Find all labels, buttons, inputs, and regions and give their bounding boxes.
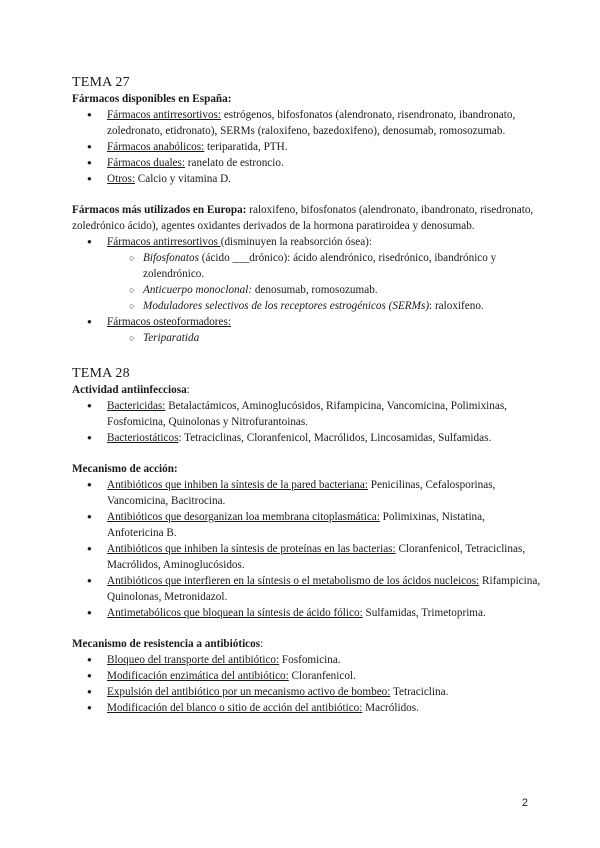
item-label: Fármacos duales: (107, 157, 185, 169)
list-item (72, 314, 542, 346)
osteoformadores-sublist (72, 330, 542, 346)
item-label: Antimetabólicos que bloquean la síntesis de ácido fólico: (107, 607, 363, 619)
actividad-list (72, 398, 542, 446)
sub-text: (ácido ___drónico): ácido alendrónico, risedrónico, ibandrónico y zolendrónico. (143, 252, 497, 280)
resistencia-heading-line (72, 636, 542, 652)
item-label: Fármacos anabólicos: (107, 141, 205, 153)
item-label: Antibióticos que inhiben la síntesis de la pared bacteriana: (107, 479, 368, 491)
mecanismo-heading: Mecanismo de acción: (72, 463, 178, 475)
list-item (72, 652, 542, 668)
list-item (72, 605, 542, 621)
item-text: Tetraciclina. (390, 686, 449, 698)
list-item (72, 700, 542, 716)
item-text: Sulfamidas, Trimetoprima. (362, 607, 486, 619)
colon: : (186, 384, 190, 396)
document-page (72, 74, 542, 716)
page-number: 2 (521, 797, 528, 809)
sub-italic: Bifosfonatos (143, 252, 199, 264)
item-text: estrógenos, bifosfonatos (alendronato, risendronato, ibandronato, zoledronato, etidronato), SERMs (raloxifeno, bazedoxifeno), denosumab, romosozumab. (107, 109, 516, 137)
item-text: Calcio y vitamina D. (134, 173, 231, 185)
item-label: Fármacos osteoformadores: (107, 316, 231, 328)
list-item (72, 477, 542, 509)
list-item (72, 430, 542, 446)
sublist-item (72, 282, 542, 298)
item-label: Bloqueo del transporte del antibiótico: (107, 654, 280, 666)
item-text: Cloranfenicol, Tetraciclinas, Macrólidos, Aminoglucósidos. (107, 543, 526, 571)
item-text: teriparatida, PTH. (204, 141, 288, 153)
item-text: (disminuyen la reabsorción ósea): (220, 236, 373, 248)
sublist-item (72, 250, 542, 282)
item-text: Penicilinas, Cefalosporinas, Vancomicina, Bacitrocina. (107, 479, 496, 507)
sub-italic: Teriparatida (143, 332, 200, 344)
list-item (72, 234, 542, 314)
colon: : (260, 638, 264, 650)
item-label: Modificación del blanco o sitio de acción del antibiótico: (107, 702, 363, 714)
resistencia-list (72, 652, 542, 716)
list-item (72, 171, 542, 187)
item-label: Fármacos antirresortivos: (107, 109, 222, 121)
list-item (72, 139, 542, 155)
list-item (72, 684, 542, 700)
item-text: ranelato de estroncio. (184, 157, 284, 169)
europa-list (72, 234, 542, 346)
espana-list (72, 107, 542, 187)
item-label: Otros: (107, 173, 135, 185)
sub-text: denosumab, romosozumab. (252, 284, 378, 296)
list-item (72, 541, 542, 573)
list-item (72, 668, 542, 684)
list-item (72, 155, 542, 171)
sub-italic: Anticuerpo monoclonal: (143, 284, 253, 296)
sub-italic: Moduladores selectivos de los receptores estrogénicos (SERMs) (143, 300, 430, 312)
item-label: Bacteriostáticos (107, 432, 179, 444)
europa-paragraph (72, 202, 542, 234)
espana-heading: Fármacos disponibles en España: (72, 93, 232, 105)
item-label: Fármacos antirresortivos (107, 236, 221, 248)
item-text: Betalactámicos, Aminoglucósidos, Rifampicina, Vancomicina, Polimixinas, Fosfomicina, Quinolonas y Nitrofurantoinas. (107, 400, 507, 428)
antirresortivos-sublist (72, 250, 542, 314)
item-text: Cloranfenicol. (288, 670, 356, 682)
item-label: Antibióticos que inhiben la síntesis de proteínas en las bacterias: (107, 543, 396, 555)
item-label: Modificación enzimática del antibiótico: (107, 670, 289, 682)
mecanismo-list (72, 477, 542, 621)
list-item (72, 398, 542, 430)
sub-text: : raloxifeno. (429, 300, 484, 312)
actividad-heading: Actividad antiinfecciosa (72, 384, 187, 396)
item-text: Macrólidos. (362, 702, 419, 714)
sublist-item (72, 330, 542, 346)
europa-heading: Fármacos más utilizados en Europa: (72, 204, 247, 216)
sublist-item (72, 298, 542, 314)
europa-text: raloxifeno, bifosfonatos (alendronato, ibandronato, risedronato, zoledrónico ácido), agentes oxidantes derivados de la hormona paratiroidea y denosumab. (72, 204, 534, 232)
tema28-title: TEMA 28 (72, 366, 130, 381)
item-text: : Tetraciclinas, Cloranfenicol, Macrólidos, Lincosamidas, Sulfamidas. (178, 432, 492, 444)
item-text: Rifampicina, Quinolonas, Metronidazol. (107, 575, 541, 603)
resistencia-heading: Mecanismo de resistencia a antibióticos (72, 638, 261, 650)
list-item (72, 573, 542, 605)
list-item (72, 107, 542, 139)
item-text: Fosfomicina. (279, 654, 341, 666)
list-item (72, 509, 542, 541)
actividad-heading-line (72, 382, 542, 398)
item-text: Polimixinas, Nistatina, Anfotericina B. (107, 511, 485, 539)
item-label: Antibióticos que interfieren en la síntesis o el metabolismo de los ácidos nucleicos: (107, 575, 480, 587)
item-label: Antibióticos que desorganizan loa membrana citoplasmática: (107, 511, 380, 523)
item-label: Expulsión del antibiótico por un mecanismo activo de bombeo: (107, 686, 391, 698)
tema27-title: TEMA 27 (72, 75, 130, 90)
item-label: Bactericidas: (107, 400, 166, 412)
